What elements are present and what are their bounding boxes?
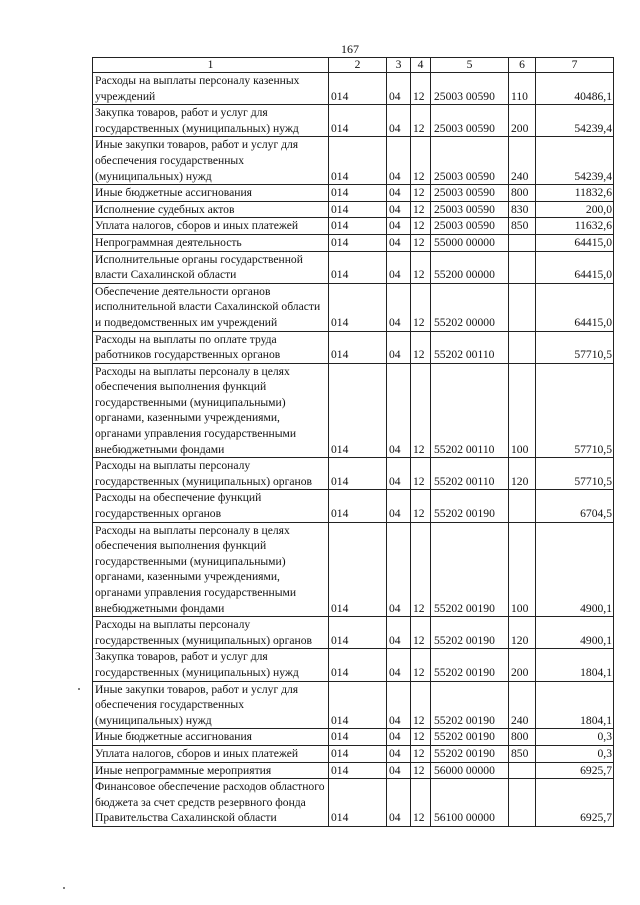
table-row <box>93 105 614 137</box>
column-header: 4 <box>411 58 431 73</box>
row-description: Иные закупки товаров, работ и услуг для обеспечения государственных (муниципальных) нужд <box>93 681 329 729</box>
cell-subsection: 12 <box>411 201 431 218</box>
cell-expense-type: 850 <box>509 218 536 235</box>
cell-target-article: 55202 00190 <box>431 729 509 746</box>
cell-amount: 57710,5 <box>536 458 614 490</box>
cell-expense-type: 120 <box>509 617 536 649</box>
table-row <box>93 363 614 458</box>
cell-subsection: 12 <box>411 73 431 105</box>
cell-ministry-code: 014 <box>329 283 387 331</box>
column-header: 5 <box>431 58 509 73</box>
table-row <box>93 73 614 105</box>
cell-target-article: 56000 00000 <box>431 762 509 779</box>
cell-expense-type: 800 <box>509 729 536 746</box>
cell-target-article: 25003 00590 <box>431 218 509 235</box>
cell-section: 04 <box>387 73 411 105</box>
row-description: Исполнение судебных актов <box>93 201 329 218</box>
cell-amount: 0,3 <box>536 745 614 762</box>
cell-section: 04 <box>387 729 411 746</box>
cell-ministry-code: 014 <box>329 185 387 202</box>
cell-ministry-code: 014 <box>329 458 387 490</box>
table-row <box>93 762 614 779</box>
cell-target-article: 55202 00190 <box>431 745 509 762</box>
cell-amount: 64415,0 <box>536 234 614 251</box>
cell-section: 04 <box>387 105 411 137</box>
cell-ministry-code: 014 <box>329 73 387 105</box>
row-description: Уплата налогов, сборов и иных платежей <box>93 218 329 235</box>
cell-expense-type: 800 <box>509 185 536 202</box>
column-header: 3 <box>387 58 411 73</box>
cell-ministry-code: 014 <box>329 105 387 137</box>
row-description: Расходы на выплаты персоналу в целях обеспечения выполнения функций государственными (муниципальными) органами, казенными учреждениями, органами управления государственными внебюджетными фондами <box>93 363 329 458</box>
cell-amount: 1804,1 <box>536 681 614 729</box>
cell-expense-type <box>509 490 536 522</box>
cell-section: 04 <box>387 137 411 185</box>
cell-section: 04 <box>387 201 411 218</box>
cell-expense-type: 850 <box>509 745 536 762</box>
cell-ministry-code: 014 <box>329 218 387 235</box>
row-description: Иные бюджетные ассигнования <box>93 729 329 746</box>
cell-target-article: 56100 00000 <box>431 779 509 827</box>
table-row <box>93 331 614 363</box>
cell-section: 04 <box>387 745 411 762</box>
cell-section: 04 <box>387 779 411 827</box>
cell-expense-type: 200 <box>509 105 536 137</box>
cell-amount: 64415,0 <box>536 283 614 331</box>
cell-ministry-code: 014 <box>329 681 387 729</box>
cell-subsection: 12 <box>411 617 431 649</box>
cell-expense-type <box>509 251 536 283</box>
cell-ministry-code: 014 <box>329 649 387 681</box>
row-description: Обеспечение деятельности органов исполнительной власти Сахалинской области и подведомственных им учреждений <box>93 283 329 331</box>
cell-subsection: 12 <box>411 779 431 827</box>
cell-ministry-code: 014 <box>329 745 387 762</box>
cell-expense-type: 240 <box>509 681 536 729</box>
cell-expense-type <box>509 331 536 363</box>
cell-target-article: 55202 00000 <box>431 283 509 331</box>
row-description: Закупка товаров, работ и услуг для государственных (муниципальных) нужд <box>93 105 329 137</box>
table-body <box>93 73 614 827</box>
row-description: Иные закупки товаров, работ и услуг для обеспечения государственных (муниципальных) нужд <box>93 137 329 185</box>
cell-ministry-code: 014 <box>329 779 387 827</box>
cell-ministry-code: 014 <box>329 201 387 218</box>
cell-amount: 54239,4 <box>536 137 614 185</box>
cell-subsection: 12 <box>411 729 431 746</box>
cell-amount: 4900,1 <box>536 522 614 617</box>
cell-target-article: 55202 00190 <box>431 490 509 522</box>
cell-subsection: 12 <box>411 522 431 617</box>
cell-amount: 6704,5 <box>536 490 614 522</box>
cell-amount: 57710,5 <box>536 331 614 363</box>
cell-amount: 0,3 <box>536 729 614 746</box>
cell-expense-type <box>509 234 536 251</box>
cell-ministry-code: 014 <box>329 251 387 283</box>
table-row <box>93 234 614 251</box>
cell-subsection: 12 <box>411 105 431 137</box>
table-row <box>93 729 614 746</box>
cell-ministry-code: 014 <box>329 137 387 185</box>
cell-target-article: 55202 00110 <box>431 458 509 490</box>
cell-expense-type: 120 <box>509 458 536 490</box>
cell-subsection: 12 <box>411 218 431 235</box>
cell-target-article: 55000 00000 <box>431 234 509 251</box>
cell-section: 04 <box>387 331 411 363</box>
cell-ministry-code: 014 <box>329 617 387 649</box>
table-row <box>93 779 614 827</box>
column-header: 1 <box>93 58 329 73</box>
table-row <box>93 681 614 729</box>
cell-ministry-code: 014 <box>329 522 387 617</box>
cell-ministry-code: 014 <box>329 729 387 746</box>
cell-expense-type: 200 <box>509 649 536 681</box>
cell-subsection: 12 <box>411 745 431 762</box>
page-number: 167 <box>341 42 359 56</box>
cell-section: 04 <box>387 458 411 490</box>
scan-speck <box>78 688 80 690</box>
cell-section: 04 <box>387 649 411 681</box>
cell-target-article: 55202 00190 <box>431 522 509 617</box>
cell-expense-type <box>509 762 536 779</box>
table-row <box>93 201 614 218</box>
cell-section: 04 <box>387 251 411 283</box>
cell-target-article: 25003 00590 <box>431 201 509 218</box>
table-row <box>93 185 614 202</box>
cell-section: 04 <box>387 681 411 729</box>
cell-amount: 1804,1 <box>536 649 614 681</box>
cell-subsection: 12 <box>411 490 431 522</box>
cell-subsection: 12 <box>411 283 431 331</box>
cell-target-article: 55202 00110 <box>431 363 509 458</box>
cell-ministry-code: 014 <box>329 331 387 363</box>
cell-target-article: 25003 00590 <box>431 185 509 202</box>
table-row <box>93 251 614 283</box>
cell-subsection: 12 <box>411 331 431 363</box>
cell-amount: 57710,5 <box>536 363 614 458</box>
scan-speck <box>63 887 65 889</box>
cell-expense-type: 830 <box>509 201 536 218</box>
cell-subsection: 12 <box>411 649 431 681</box>
cell-expense-type: 100 <box>509 363 536 458</box>
table-row <box>93 745 614 762</box>
cell-ministry-code: 014 <box>329 490 387 522</box>
cell-target-article: 55202 00190 <box>431 681 509 729</box>
cell-target-article: 55202 00190 <box>431 617 509 649</box>
cell-section: 04 <box>387 234 411 251</box>
cell-section: 04 <box>387 617 411 649</box>
column-header: 7 <box>536 58 614 73</box>
table-row <box>93 218 614 235</box>
cell-target-article: 55202 00110 <box>431 331 509 363</box>
cell-amount: 64415,0 <box>536 251 614 283</box>
cell-amount: 6925,7 <box>536 779 614 827</box>
row-description: Финансовое обеспечение расходов областного бюджета за счет средств резервного фонда Правительства Сахалинской области <box>93 779 329 827</box>
table-row <box>93 137 614 185</box>
row-description: Непрограммная деятельность <box>93 234 329 251</box>
table-header-row <box>93 58 614 73</box>
row-description: Расходы на выплаты персоналу государственных (муниципальных) органов <box>93 458 329 490</box>
cell-section: 04 <box>387 363 411 458</box>
cell-subsection: 12 <box>411 234 431 251</box>
cell-amount: 54239,4 <box>536 105 614 137</box>
cell-amount: 11632,6 <box>536 218 614 235</box>
cell-target-article: 25003 00590 <box>431 137 509 185</box>
cell-ministry-code: 014 <box>329 762 387 779</box>
cell-amount: 200,0 <box>536 201 614 218</box>
row-description: Расходы на выплаты персоналу в целях обеспечения выполнения функций государственными (муниципальными) органами, казенными учреждениями, органами управления государственными внебюджетными фондами <box>93 522 329 617</box>
table-row <box>93 649 614 681</box>
row-description: Закупка товаров, работ и услуг для государственных (муниципальных) нужд <box>93 649 329 681</box>
cell-expense-type <box>509 779 536 827</box>
cell-amount: 40486,1 <box>536 73 614 105</box>
cell-section: 04 <box>387 490 411 522</box>
cell-subsection: 12 <box>411 251 431 283</box>
cell-expense-type: 110 <box>509 73 536 105</box>
cell-section: 04 <box>387 762 411 779</box>
row-description: Расходы на выплаты по оплате труда работников государственных органов <box>93 331 329 363</box>
cell-subsection: 12 <box>411 363 431 458</box>
row-description: Уплата налогов, сборов и иных платежей <box>93 745 329 762</box>
table-row <box>93 490 614 522</box>
cell-target-article: 25003 00590 <box>431 105 509 137</box>
cell-target-article: 25003 00590 <box>431 73 509 105</box>
cell-amount: 11832,6 <box>536 185 614 202</box>
row-description: Иные бюджетные ассигнования <box>93 185 329 202</box>
cell-target-article: 55202 00190 <box>431 649 509 681</box>
column-header: 2 <box>329 58 387 73</box>
row-description: Расходы на выплаты персоналу казенных учреждений <box>93 73 329 105</box>
cell-section: 04 <box>387 218 411 235</box>
column-header: 6 <box>509 58 536 73</box>
cell-expense-type: 100 <box>509 522 536 617</box>
cell-section: 04 <box>387 522 411 617</box>
cell-subsection: 12 <box>411 762 431 779</box>
row-description: Иные непрограммные мероприятия <box>93 762 329 779</box>
cell-ministry-code: 014 <box>329 234 387 251</box>
cell-section: 04 <box>387 185 411 202</box>
cell-subsection: 12 <box>411 458 431 490</box>
cell-amount: 6925,7 <box>536 762 614 779</box>
table-row <box>93 522 614 617</box>
table-row <box>93 458 614 490</box>
cell-expense-type <box>509 283 536 331</box>
table-row <box>93 617 614 649</box>
row-description: Расходы на выплаты персоналу государственных (муниципальных) органов <box>93 617 329 649</box>
budget-table <box>92 57 614 827</box>
cell-ministry-code: 014 <box>329 363 387 458</box>
row-description: Исполнительные органы государственной власти Сахалинской области <box>93 251 329 283</box>
cell-expense-type: 240 <box>509 137 536 185</box>
cell-amount: 4900,1 <box>536 617 614 649</box>
cell-subsection: 12 <box>411 681 431 729</box>
table-row <box>93 283 614 331</box>
cell-subsection: 12 <box>411 137 431 185</box>
cell-target-article: 55200 00000 <box>431 251 509 283</box>
cell-section: 04 <box>387 283 411 331</box>
cell-subsection: 12 <box>411 185 431 202</box>
row-description: Расходы на обеспечение функций государственных органов <box>93 490 329 522</box>
